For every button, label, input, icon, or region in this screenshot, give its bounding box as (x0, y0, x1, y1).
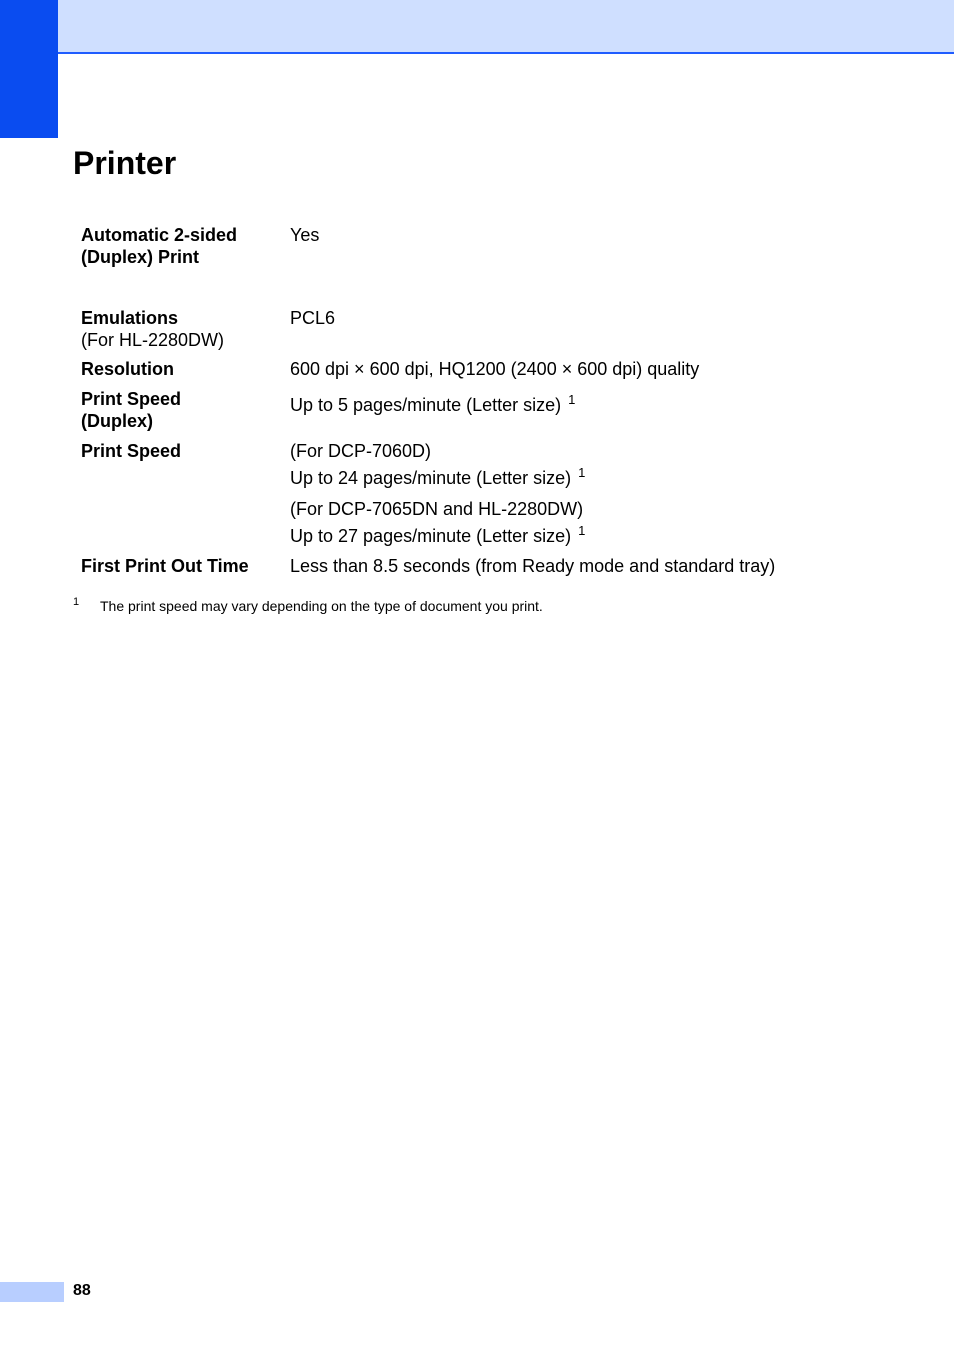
spec-value-line (290, 394, 930, 416)
spec-label-line: Emulations (81, 308, 179, 328)
spec-value-line (290, 467, 930, 489)
spec-value (290, 440, 930, 547)
footnote-ref: 1 (578, 523, 586, 538)
spec-label (81, 224, 281, 268)
spec-value-text: Up to 24 pages/minute (Letter size) (290, 468, 572, 488)
spec-label-line: First Print Out Time (81, 556, 249, 576)
spec-value-text: Up to 27 pages/minute (Letter size) (290, 526, 572, 546)
footnote-ref: 1 (578, 465, 586, 480)
spec-label (81, 440, 281, 462)
spec-label-line: Automatic 2-sided (81, 225, 238, 245)
footnote-ref: 1 (568, 392, 576, 407)
spec-label (81, 388, 281, 432)
spec-label-line: Resolution (81, 359, 174, 379)
spec-value-text: 600 dpi × 600 dpi, HQ1200 (2400 × 600 dpi) quality (290, 359, 700, 379)
spec-label (81, 307, 281, 351)
header-band (58, 0, 954, 54)
spec-sublabel: (For HL-2280DW) (81, 330, 225, 350)
chapter-tab (0, 0, 58, 138)
spec-label (81, 555, 286, 577)
spec-value-model: (For DCP-7060D) (290, 441, 432, 461)
spec-value-text: Yes (290, 225, 320, 245)
footnote-text: The print speed may vary depending on the type of document you print. (100, 598, 543, 614)
spec-label-line: Print Speed (81, 389, 182, 409)
spec-label-line: (Duplex) Print (81, 247, 200, 267)
spec-value (290, 224, 930, 246)
spec-value (290, 307, 930, 329)
page-title: Printer (73, 145, 177, 181)
spec-value-text: Less than 8.5 seconds (from Ready mode and standard tray) (290, 556, 776, 576)
spec-label-line: Print Speed (81, 441, 182, 461)
spec-value-model: (For DCP-7065DN and HL-2280DW) (290, 499, 584, 519)
page-number: 88 (73, 1282, 91, 1299)
spec-value-text: Up to 5 pages/minute (Letter size) (290, 395, 562, 415)
spec-label (81, 358, 281, 380)
page-number-bar (0, 1282, 64, 1302)
spec-value (290, 555, 930, 577)
spec-value (290, 358, 930, 380)
spec-value-line (290, 525, 930, 547)
spec-value (290, 394, 930, 416)
spec-value-text: PCL6 (290, 308, 336, 328)
footnote-number: 1 (73, 596, 80, 608)
spec-label-line: (Duplex) (81, 411, 153, 431)
